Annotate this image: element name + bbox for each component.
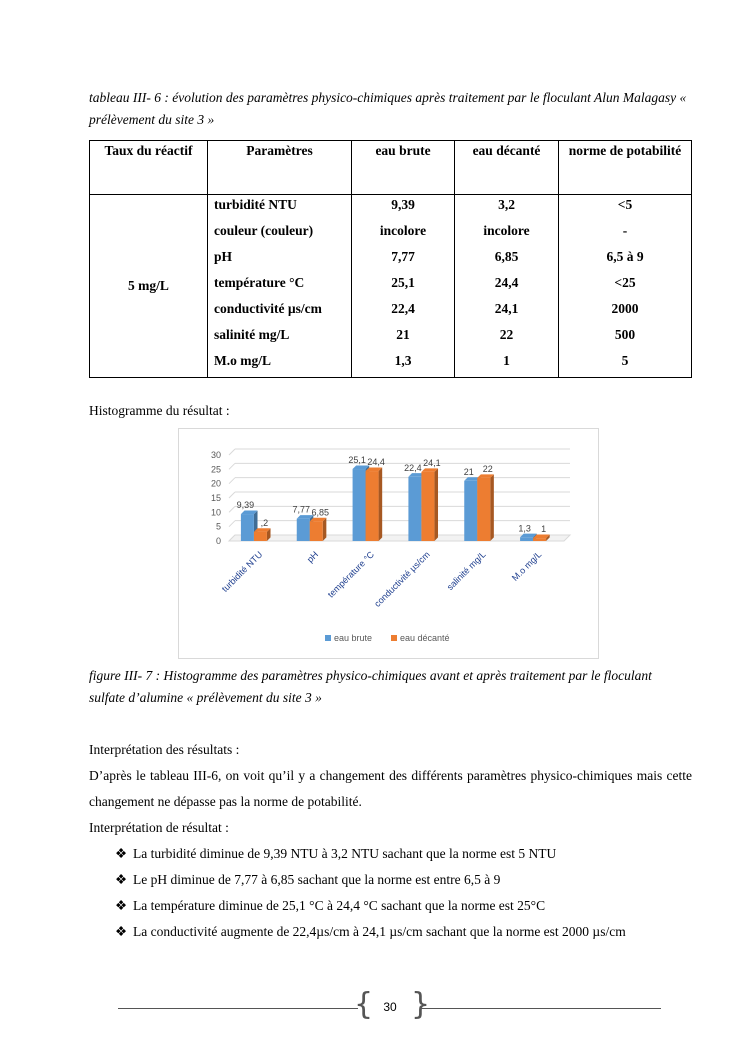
gridline-side <box>229 463 235 469</box>
taux-cell: 5 mg/L <box>90 195 208 378</box>
norme-value: 2000 <box>611 301 639 316</box>
bar-side <box>434 468 438 541</box>
x-tick-label: conductivité µs/cm <box>372 549 432 609</box>
chart-floor <box>229 535 570 541</box>
y-tick-label: 10 <box>210 507 221 518</box>
chart-svg <box>179 429 598 658</box>
list-item <box>115 893 692 919</box>
bar <box>310 521 323 541</box>
brute-value: 1,3 <box>394 353 412 368</box>
diamond-bullet-icon: ❖ <box>115 924 128 939</box>
param-item: pH <box>214 249 233 264</box>
header-parametres: Paramètres <box>208 141 352 195</box>
table-header-row <box>90 141 692 195</box>
bar <box>353 469 366 541</box>
data-label: ,2 <box>260 517 269 528</box>
header-taux: Taux du réactif <box>90 141 208 195</box>
bar-chart <box>178 428 599 659</box>
bar <box>477 478 490 541</box>
legend-label: eau brute <box>334 633 373 643</box>
interpretation-section <box>89 737 692 945</box>
decante-value: incolore <box>483 223 530 238</box>
diamond-bullet-icon: ❖ <box>115 872 128 887</box>
brute-value: 21 <box>396 327 410 342</box>
param-item: couleur (couleur) <box>214 223 314 238</box>
brace-right-icon: } <box>411 987 431 1022</box>
list-item-text: La température diminue de 25,1 °C à 24,4 °C sachant que la norme est 25°C <box>133 898 546 913</box>
y-tick-label: 30 <box>210 450 221 460</box>
brute-value: 25,1 <box>391 275 415 290</box>
header-eau-decante: eau décanté <box>455 141 559 195</box>
data-label: 1 <box>541 524 547 535</box>
norme-value: <25 <box>614 275 636 290</box>
brute-value: 22,4 <box>391 301 415 316</box>
bar <box>241 514 254 541</box>
norme-value: - <box>622 223 628 238</box>
data-label: 24,1 <box>423 457 441 468</box>
bar-side <box>323 518 327 541</box>
table-caption: tableau III- 6 : évolution des paramètres physico-chimiques après traitement par le floculant Alun Malagasy « prélèvement du site 3 » <box>89 90 687 127</box>
x-tick-label: M.o mg/L <box>509 549 544 583</box>
footer-line-left <box>118 1008 358 1009</box>
list-item-text: La turbidité diminue de 9,39 NTU à 3,2 NTU sachant que la norme est 5 NTU <box>133 846 557 861</box>
brute-value: incolore <box>379 223 427 238</box>
y-tick-label: 5 <box>215 521 221 532</box>
figure-caption: figure III- 7 : Histogramme des paramètres physico-chimiques avant et après traitement par le floculant sulfate d’alumine « prélèvement du site 3 » <box>89 668 652 705</box>
decante-value: 24,1 <box>494 301 519 316</box>
y-tick-label: 15 <box>210 493 221 503</box>
data-label: 22 <box>482 463 493 474</box>
diamond-bullet-icon: ❖ <box>115 898 128 913</box>
bar <box>520 537 533 541</box>
norme-value: 500 <box>614 327 636 342</box>
bar <box>408 477 421 541</box>
gridline-side <box>229 506 235 512</box>
table-body-row <box>90 195 692 378</box>
legend-swatch <box>325 635 331 641</box>
bar <box>421 472 434 541</box>
decante-value: 1 <box>503 353 510 368</box>
data-table <box>89 140 692 378</box>
list-item <box>115 841 692 867</box>
data-label: 1,3 <box>518 523 531 534</box>
interpretation-title: Interprétation des résultats : <box>89 742 240 757</box>
page-number: 30 <box>383 1000 397 1014</box>
interpretation-paragraph: D’après le tableau III-6, on voit qu’il y a changement des différents paramètres physico-chimiques mais cette changement ne dépasse pas la norme de potabilité. <box>89 768 692 809</box>
params-cell <box>208 195 352 378</box>
interpretation-list <box>89 841 692 945</box>
norme-cell <box>559 195 692 378</box>
footer-line-right <box>421 1008 661 1009</box>
x-tick-label: température °C <box>325 549 376 600</box>
histogram-label: Histogramme du résultat : <box>89 403 230 418</box>
y-tick-label: 20 <box>210 478 221 489</box>
param-item: turbidité NTU <box>214 197 297 212</box>
page-footer <box>118 987 661 1023</box>
data-label: 24,4 <box>367 457 385 468</box>
bar <box>254 532 267 541</box>
data-label: 25,1 <box>348 455 366 466</box>
y-tick-label: 25 <box>210 464 221 475</box>
brace-left-icon: { <box>354 987 374 1022</box>
bar <box>533 538 546 541</box>
legend-label: eau décanté <box>400 633 450 643</box>
data-label: 7,77 <box>292 504 311 515</box>
decante-value: 24,4 <box>494 275 519 290</box>
list-item <box>115 867 692 893</box>
gridline-side <box>229 521 235 527</box>
brute-value: 9,39 <box>391 197 415 212</box>
norme-value: <5 <box>617 197 633 212</box>
interpretation-subtitle: Interprétation de résultat : <box>89 820 229 835</box>
param-item: salinité mg/L <box>214 327 290 342</box>
x-tick-label: pH <box>304 549 321 565</box>
header-eau-brute: eau brute <box>352 141 455 195</box>
bar <box>464 481 477 541</box>
param-item: M.o mg/L <box>214 353 271 368</box>
x-tick-label: turbidité NTU <box>219 549 265 594</box>
eau-decante-cell <box>455 195 559 378</box>
list-item <box>115 919 692 945</box>
diamond-bullet-icon: ❖ <box>115 846 128 861</box>
bar-side <box>379 467 383 541</box>
norme-value: 6,5 à 9 <box>606 249 644 264</box>
bar-side <box>490 474 494 541</box>
bar <box>297 519 310 541</box>
gridline-side <box>229 478 235 484</box>
data-label: 9,39 <box>236 500 255 511</box>
norme-value: 5 <box>621 353 629 368</box>
decante-value: 22 <box>499 327 514 342</box>
list-item-text: La conductivité augmente de 22,4µs/cm à 24,1 µs/cm sachant que la norme est 2000 µs/cm <box>133 924 626 939</box>
decante-value: 6,85 <box>494 249 519 264</box>
gridline-side <box>229 492 235 498</box>
gridline-side <box>229 449 235 455</box>
eau-brute-cell <box>352 195 455 378</box>
data-label: 21 <box>463 466 474 477</box>
legend-swatch <box>391 635 397 641</box>
list-item-text: Le pH diminue de 7,77 à 6,85 sachant que la norme est entre 6,5 à 9 <box>133 872 501 887</box>
param-item: conductivité µs/cm <box>214 301 322 316</box>
header-norme: norme de potabilité <box>559 141 692 195</box>
y-tick-label: 0 <box>215 536 221 546</box>
param-item: température °C <box>214 275 305 290</box>
decante-value: 3,2 <box>498 197 515 212</box>
data-label: 6,85 <box>311 507 330 518</box>
data-label: 22,4 <box>404 462 422 473</box>
brute-value: 7,77 <box>391 249 415 264</box>
bar <box>366 471 379 541</box>
x-tick-label: salinité mg/L <box>444 549 488 593</box>
